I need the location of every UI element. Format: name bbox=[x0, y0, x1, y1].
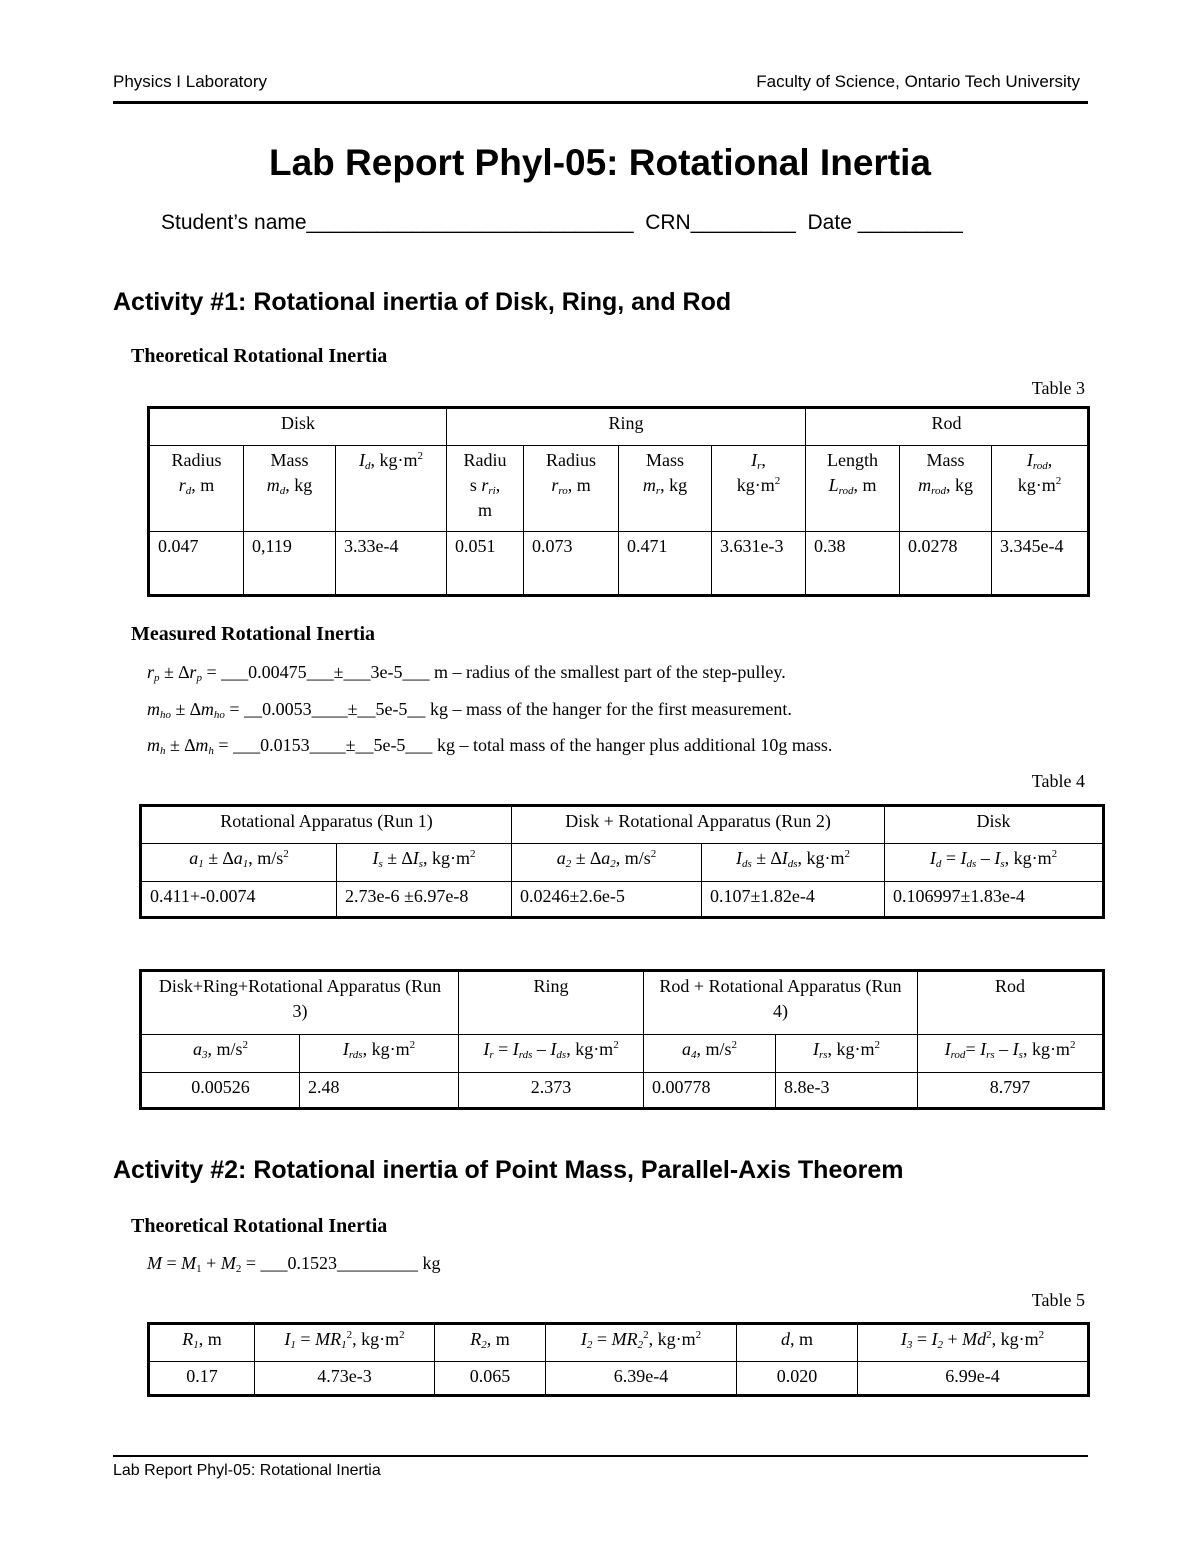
table4-cell: 0.107±1.82e-4 bbox=[702, 882, 885, 918]
table3-cell: 0.0278 bbox=[900, 532, 992, 596]
total-mass-line: $M = M_1 + M_2$ = ___0.1523_________ kg bbox=[147, 1253, 441, 1275]
rp-description: m – radius of the smallest part of the step-pulley. bbox=[433, 662, 786, 682]
table4b-col-Irod: $I_{rod}= I_{rs} - I_s$, $kg\cdot m^2$ bbox=[918, 1035, 1104, 1073]
table5-caption: Table 5 bbox=[1031, 1290, 1085, 1310]
table4b-group-run3: Disk+Ring+Rotational Apparatus (Run 3) bbox=[141, 971, 459, 1035]
table4b-cell: 0.00778 bbox=[644, 1073, 776, 1109]
table4-group-disk: Disk bbox=[885, 806, 1104, 844]
table3-col-ring-inertia: $I_r$, $kg\cdot m^2$ bbox=[712, 446, 806, 532]
table3-cell: 0,119 bbox=[244, 532, 336, 596]
table4b-header-row bbox=[141, 1035, 1104, 1073]
table4 bbox=[139, 804, 1105, 919]
table5-col-I3: $I_3 = I_2 + Md^2$, $kg\cdot m^2$ bbox=[858, 1324, 1089, 1362]
page-title: Lab Report Phyl-05: Rotational Inertia bbox=[269, 142, 931, 183]
table3-col-rod-inertia: $I_{rod}$, $kg\cdot m^2$ bbox=[992, 446, 1089, 532]
table3-cell: 3.33e-4 bbox=[336, 532, 447, 596]
table4-cell: 2.73e-6 ±6.97e-8 bbox=[337, 882, 512, 918]
table5-cell: 0.020 bbox=[737, 1362, 858, 1396]
mho-uncertainty: __5e-5__ bbox=[357, 699, 426, 719]
table3-cell: 3.345e-4 bbox=[992, 532, 1089, 596]
table4-group-row bbox=[141, 806, 1104, 844]
table4b-cell: 8.8e-3 bbox=[776, 1073, 918, 1109]
table4b-cell: 8.797 bbox=[918, 1073, 1104, 1109]
mho-description: kg – mass of the hanger for the first measurement. bbox=[429, 699, 792, 719]
table4-caption: Table 4 bbox=[1031, 771, 1085, 791]
table3-col-disk-mass: Mass $m_d$, kg bbox=[244, 446, 336, 532]
table4-col-Ids: $I_{ds} \pm \Delta I_{ds}$, $kg\cdot m^2$ bbox=[702, 844, 885, 882]
table3-col-rod-mass: Mass $m_{rod}$, kg bbox=[900, 446, 992, 532]
rp-value: ___0.00475___ bbox=[221, 662, 334, 682]
footer-divider bbox=[113, 1455, 1088, 1457]
table4b-cell: 0.00526 bbox=[141, 1073, 300, 1109]
table3-group-row bbox=[149, 408, 1089, 446]
table5-cell: 4.73e-3 bbox=[255, 1362, 435, 1396]
table5-cell: 0.065 bbox=[435, 1362, 546, 1396]
table3-col-disk-radius: Radius $r_d$, m bbox=[149, 446, 244, 532]
table4-cell: 0.411+-0.0074 bbox=[141, 882, 337, 918]
footer-text: Lab Report Phyl-05: Rotational Inertia bbox=[113, 1462, 381, 1479]
table5-col-I1: $I_1 = MR_1^2$, $kg\cdot m^2$ bbox=[255, 1324, 435, 1362]
table3-group-ring: Ring bbox=[447, 408, 806, 446]
table3-cell: 0.38 bbox=[806, 532, 900, 596]
table3-col-ring-outer-radius: Radius $r_{ro}$, m bbox=[524, 446, 619, 532]
measured-line-rp: $r_p \pm \Delta r_p$ = ___0.00475___±___3e-5___ m – radius of the smallest part of the step-pulley. bbox=[147, 662, 786, 684]
table5-cell: 6.99e-4 bbox=[858, 1362, 1089, 1396]
header-left: Physics I Laboratory bbox=[113, 72, 268, 91]
activity2-theoretical-heading: Theoretical Rotational Inertia bbox=[131, 1215, 388, 1237]
table4b-col-a4: $a_4$, $m/s^2$ bbox=[644, 1035, 776, 1073]
mho-value: __0.0053____ bbox=[244, 699, 348, 719]
activity1-theoretical-heading: Theoretical Rotational Inertia bbox=[131, 345, 388, 367]
table5-col-R1: $R_1$, m bbox=[149, 1324, 255, 1362]
table3-col-ring-inner-radius: Radiu s $r_{ri}$, m bbox=[447, 446, 524, 532]
table3-group-rod: Rod bbox=[806, 408, 1089, 446]
table4b-cell: 2.48 bbox=[300, 1073, 459, 1109]
table3-caption: Table 3 bbox=[1031, 378, 1085, 398]
table4-cell: 0.0246±2.6e-5 bbox=[512, 882, 702, 918]
activity1-heading: Activity #1: Rotational inertia of Disk, Ring, and Rod bbox=[113, 288, 732, 316]
table4b-group-ring: Ring bbox=[459, 971, 644, 1035]
table4-data-row bbox=[141, 882, 1104, 918]
table4b-group-row bbox=[141, 971, 1104, 1035]
table4-col-Id: $I_d = I_{ds} - I_s$, $kg\cdot m^2$ bbox=[885, 844, 1104, 882]
table3-cell: 0.073 bbox=[524, 532, 619, 596]
table3-col-disk-inertia: $I_d$, $kg\cdot m^2$ bbox=[336, 446, 447, 532]
mh-uncertainty: __5e-5___ bbox=[355, 735, 433, 755]
table4b bbox=[139, 969, 1105, 1110]
rp-uncertainty: ___3e-5___ bbox=[343, 662, 430, 682]
table5-col-R2: $R_2$, m bbox=[435, 1324, 546, 1362]
measured-line-mh: $m_h \pm \Delta m_h$ = ___0.0153____±__5e-5___ kg – total mass of the hanger plus additional 10g mass. bbox=[147, 735, 833, 757]
mh-description: kg – total mass of the hanger plus additional 10g mass. bbox=[436, 735, 833, 755]
measured-heading: Measured Rotational Inertia bbox=[131, 623, 376, 645]
table4b-group-rod: Rod bbox=[918, 971, 1104, 1035]
table5 bbox=[147, 1322, 1090, 1397]
table4-cell: 0.106997±1.83e-4 bbox=[885, 882, 1104, 918]
table3 bbox=[147, 406, 1090, 597]
activity2-heading: Activity #2: Rotational inertia of Point Mass, Parallel-Axis Theorem bbox=[113, 1156, 904, 1184]
table5-cell: 6.39e-4 bbox=[546, 1362, 737, 1396]
table3-cell: 0.047 bbox=[149, 532, 244, 596]
table4-group-run2: Disk + Rotational Apparatus (Run 2) bbox=[512, 806, 885, 844]
table3-col-ring-mass: Mass $m_r$, kg bbox=[619, 446, 712, 532]
table3-group-disk: Disk bbox=[149, 408, 447, 446]
measured-line-mho: $m_{ho} \pm \Delta m_{ho}$ = __0.0053____±__5e-5__ kg – mass of the hanger for the first measurement. bbox=[147, 699, 792, 721]
table3-data-row bbox=[149, 532, 1089, 596]
table4-header-row bbox=[141, 844, 1104, 882]
total-mass-value: ___0.1523_________ bbox=[260, 1253, 418, 1273]
total-mass-unit: kg bbox=[422, 1253, 441, 1273]
table4b-cell: 2.373 bbox=[459, 1073, 644, 1109]
table3-header-row bbox=[149, 446, 1089, 532]
table3-cell: 0.051 bbox=[447, 532, 524, 596]
table4-col-Is: $I_s \pm \Delta I_s$, $kg\cdot m^2$ bbox=[337, 844, 512, 882]
mh-value: ___0.0153____ bbox=[233, 735, 346, 755]
table3-col-rod-length: Length $L_{rod}$, m bbox=[806, 446, 900, 532]
table5-cell: 0.17 bbox=[149, 1362, 255, 1396]
table5-col-d: d, m bbox=[737, 1324, 858, 1362]
table4b-col-Ir: $I_r = I_{rds} - I_{ds}$, $kg\cdot m^2$ bbox=[459, 1035, 644, 1073]
table5-header-row bbox=[149, 1324, 1089, 1362]
table4b-col-Irs: $I_{rs}$, $kg\cdot m^2$ bbox=[776, 1035, 918, 1073]
table5-col-I2: $I_2 = MR_2^2$, $kg\cdot m^2$ bbox=[546, 1324, 737, 1362]
table4b-col-a3: $a_3$, $m/s^2$ bbox=[141, 1035, 300, 1073]
table3-cell: 3.631e-3 bbox=[712, 532, 806, 596]
table4-group-run1: Rotational Apparatus (Run 1) bbox=[141, 806, 512, 844]
table4-col-a1: $a_1 \pm \Delta a_1$, $m/s^2$ bbox=[141, 844, 337, 882]
table4-col-a2: $a_2 \pm \Delta a_2$, $m/s^2$ bbox=[512, 844, 702, 882]
table4b-group-run4: Rod + Rotational Apparatus (Run 4) bbox=[644, 971, 918, 1035]
table5-data-row bbox=[149, 1362, 1089, 1396]
table4b-data-row bbox=[141, 1073, 1104, 1109]
student-info-line: Student’s name____________________________ CRN_________ Date _________ bbox=[161, 211, 963, 234]
header-right: Faculty of Science, Ontario Tech University bbox=[756, 72, 1080, 91]
table3-cell: 0.471 bbox=[619, 532, 712, 596]
header-divider bbox=[113, 101, 1088, 104]
table4b-col-Irds: $I_{rds}$, $kg\cdot m^2$ bbox=[300, 1035, 459, 1073]
